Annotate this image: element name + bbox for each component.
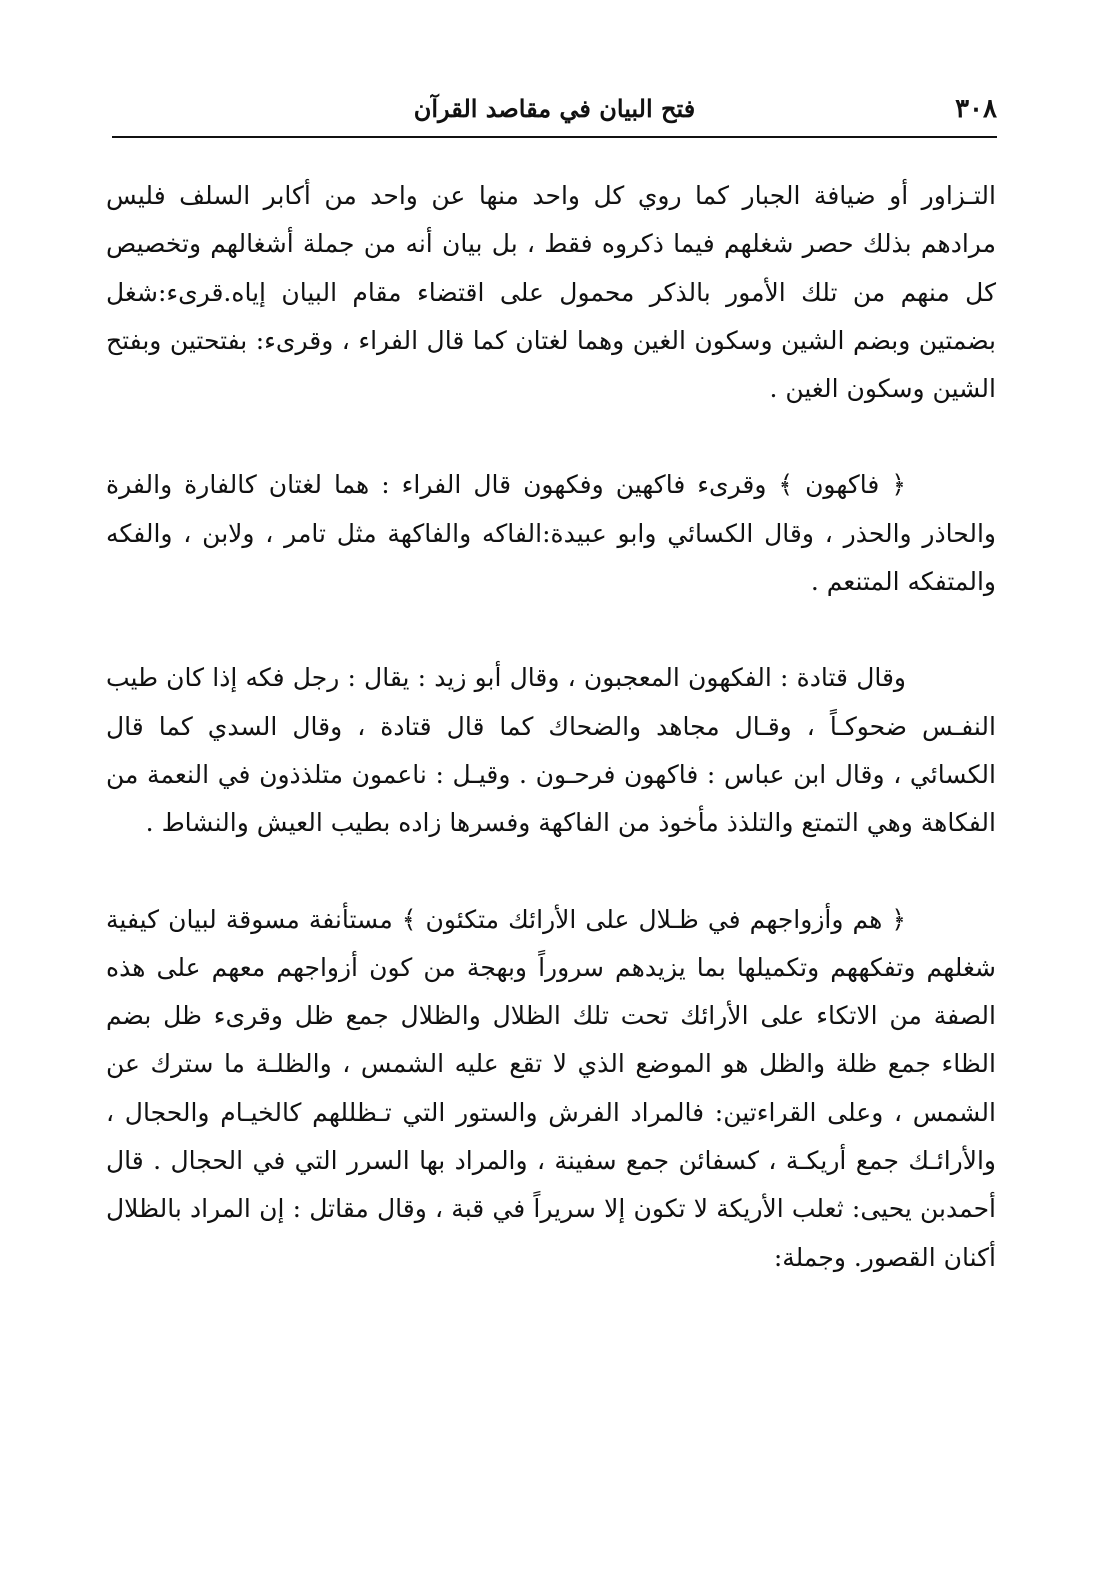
- page-header: [112, 88, 997, 138]
- paragraph-spacer: [106, 848, 996, 896]
- paragraph-spacer: [106, 606, 996, 654]
- paragraph-2: ﴿ فاكهون ﴾ وقرىء فاكهين وفكهون قال الفراء : هما لغتان كالفارة والفرة والحاذر والحذر ، وقال الكسائي وابو عبيدة:الفاكه والفاكهة مثل تامر ، ولابن ، والفكه والمتفكه المتنعم .: [106, 470, 996, 597]
- paragraph-3: وقال قتادة : الفكهون المعجبون ، وقال أبو زيد : يقال : رجل فكه إذا كان طيب النفـس ضحوكـاً ، وقـال مجاهد والضحاك كما قال قتادة ، وقال السدي كما قال الكسائي ، وقال ابن عباس : فاكهون فرحـون . وقيـل : ناعمون متلذذون في النعمة من الفكاهة وهي التمتع والتلذذ مأخوذ من الفاكهة وفسرها زاده بطيب العيش والنشاط .: [106, 663, 996, 838]
- paragraph-4: ﴿ هم وأزواجهم في ظـلال على الأرائك متكئون ﴾ مستأنفة مسوقة لبيان كيفية شغلهم وتفكههم وتكميلها بما يزيدهم سروراً وبهجة من كون أزواجهم معهم على هذه الصفة من الاتكاء على الأرائك تحت تلك الظلال والظلال جمع ظل وقرىء ظل بضم الظاء جمع ظلة والظل هو الموضع الذي لا تقع عليه الشمس ، والظلـة ما سترك عن الشمس ، وعلى القراءتين: فالمراد الفرش والستور التي تـظللهم كالخيـام والحجال ، والأرائـك جمع أريكـة ، كسفائن جمع سفينة ، والمراد بها السرر التي في الحجال . قال أحمدبن يحيى: ثعلب الأريكة لا تكون إلا سريراً في قبة ، وقال مقاتل : إن المراد بالظلال أكنان القصور. وجملة:: [106, 904, 996, 1272]
- running-title: فتح البيان في مقاصد القرآن: [413, 94, 696, 123]
- paragraph-1: التـزاور أو ضيافة الجبار كما روي كل واحد منها عن واحد من أكابر السلف فليس مرادهم بذلك حصر شغلهم فيما ذكروه فقط ، بل بيان أنه من جملة أشغالهم وتخصيص كل منهم من تلك الأمور بالذكر محمول على اقتضاء مقام البيان إياه.قرىء:شغل بضمتين وبضم الشين وسكون الغين وهما لغتان كما قال الفراء ، وقرىء: بفتحتين وبفتح الشين وسكون الغين .: [106, 181, 996, 404]
- page-number: ٣٠٨: [955, 94, 997, 124]
- paragraph-spacer: [106, 413, 996, 461]
- page-body: [106, 172, 996, 1282]
